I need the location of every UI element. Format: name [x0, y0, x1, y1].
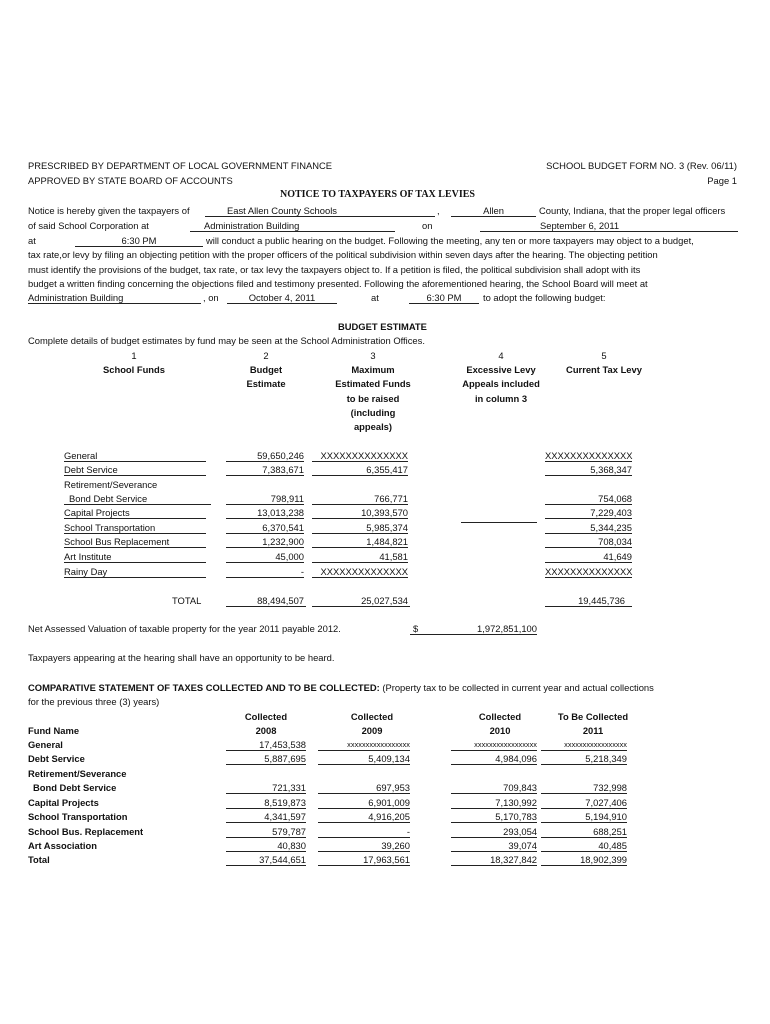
current-tax-levy-value: XXXXXXXXXXXXXX [545, 566, 633, 577]
budget-fund-name: Art Institute [64, 551, 206, 563]
comp-fund-name: General [28, 739, 63, 750]
comp-fund-name: Bond Debt Service [33, 782, 117, 793]
comp-value-2010: xxxxxxxxxxxxxxxxx [451, 739, 537, 751]
comp-value-2010: 293,054 [451, 826, 537, 838]
comp-value-2009: 17,963,561 [318, 854, 410, 866]
budget-estimate-value: 6,370,541 [226, 522, 304, 534]
form-number: SCHOOL BUDGET FORM NO. 3 (Rev. 06/11) [546, 160, 737, 171]
at-text: at [28, 235, 36, 246]
hearing-date-field [480, 220, 738, 232]
col-head-excess-2: Appeals included [462, 378, 540, 389]
comp-fund-name: School Transportation [28, 811, 128, 822]
col-head-excess-3: in column 3 [474, 393, 528, 404]
comp-value-2011: xxxxxxxxxxxxxxxxx [541, 739, 627, 751]
notice-line2-text: of said School Corporation at [28, 220, 149, 231]
max-estimated-funds-value: XXXXXXXXXXXXXX [312, 450, 408, 462]
comp-value-2008: 8,519,873 [226, 797, 306, 809]
assessed-valuation-value: 1,972,851,100 [410, 623, 537, 635]
school-unit-field [205, 205, 435, 217]
comp-value-2011: 7,027,406 [541, 797, 627, 809]
comp-value-2011: 732,998 [541, 782, 627, 794]
col-head-max-1: Maximum [351, 364, 395, 375]
comp-fund-name: Total [28, 854, 50, 865]
budget-fund-name: School Bus Replacement [64, 536, 206, 548]
budget-fund-name: Bond Debt Service [64, 493, 211, 505]
budget-estimate-value: 13,013,238 [226, 507, 304, 519]
total-levy-underline [545, 606, 632, 607]
comp-value-2011: 5,194,910 [541, 811, 627, 823]
comp-value-2011: 688,251 [541, 826, 627, 838]
current-tax-levy-value: XXXXXXXXXXXXXX [545, 450, 633, 461]
total-label: TOTAL [172, 595, 202, 606]
comp-value-2011: 18,902,399 [541, 854, 627, 866]
current-tax-levy-value: 5,344,235 [545, 522, 632, 534]
hearing-time: 6:30 PM [121, 235, 157, 246]
budget-estimate-value: 1,232,900 [226, 536, 304, 548]
comp-fund-name: School Bus. Replacement [28, 826, 144, 837]
max-estimated-funds-value: 6,355,417 [312, 464, 408, 476]
current-tax-levy-value: 754,068 [545, 493, 632, 505]
current-tax-levy-value: 5,368,347 [545, 464, 632, 476]
col-head-current-levy: Current Tax Levy [566, 364, 642, 375]
budget-estimate-value: 45,000 [226, 551, 304, 563]
comp-value-2009: 6,901,009 [318, 797, 410, 809]
total-budget: 88,494,507 [257, 595, 304, 606]
county-field [451, 205, 536, 217]
comp-value-2008: 37,544,651 [226, 854, 306, 866]
comp-value-2008: 721,331 [226, 782, 306, 794]
comp-value-2011: 5,218,349 [541, 753, 627, 765]
hearing-time-field [75, 235, 203, 247]
hearing-note: Taxpayers appearing at the hearing shall have an opportunity to be heard. [28, 652, 335, 663]
notice-line5-text: must identify the provisions of the budget, tax rate, or tax levy the taxpayers object to. If a petition is filed, the political subdivision shall adopt with its [28, 264, 641, 275]
on2-text: , on [203, 292, 219, 303]
budget-estimate-value: 7,383,671 [226, 464, 304, 476]
on-text: on [422, 220, 433, 231]
comparative-heading-line [28, 682, 654, 693]
col-num-5: 5 [601, 350, 607, 361]
comp-value-2009: 697,953 [318, 782, 410, 794]
budget-fund-name: School Transportation [64, 522, 206, 534]
comp-value-2011: 40,485 [541, 840, 627, 852]
notice-title: NOTICE TO TAXPAYERS OF TAX LEVIES [280, 189, 475, 200]
comp-value-2010: 7,130,992 [451, 797, 537, 809]
comp-value-2009: 5,409,134 [318, 753, 410, 765]
comp-value-2010: 709,843 [451, 782, 537, 794]
comparative-heading: COMPARATIVE STATEMENT OF TAXES COLLECTED AND TO BE COLLECTED: [28, 682, 380, 693]
comparative-heading-line2: for the previous three (3) years) [28, 696, 160, 707]
comp-value-2009: - [318, 826, 410, 838]
comp-col-head-2009-a: Collected [350, 711, 394, 722]
prescribed-by-text: PRESCRIBED BY DEPARTMENT OF LOCAL GOVERNMENT FINANCE [28, 160, 333, 171]
meeting-date-field [227, 292, 337, 304]
col-head-max-3: to be raised [346, 393, 400, 404]
max-estimated-funds-value: 41,581 [312, 551, 408, 563]
budget-estimate-value: 798,911 [226, 493, 304, 505]
budget-estimate-value: - [226, 566, 304, 578]
col-num-4: 4 [498, 350, 504, 361]
comp-value-2008: 5,887,695 [226, 753, 306, 765]
current-tax-levy-value: 7,229,403 [545, 507, 632, 519]
comp-value-2010: 18,327,842 [451, 854, 537, 866]
comp-col-head-2009-b: 2009 [361, 725, 383, 736]
col-head-school-funds: School Funds [103, 364, 165, 375]
budget-fund-name: Retirement/Severance [64, 479, 158, 490]
at2-text: at [371, 292, 379, 303]
notice-line1-text: Notice is hereby given the taxpayers of [28, 205, 190, 216]
county-name: Allen [483, 205, 504, 216]
col-head-budget: Budget [249, 364, 283, 375]
school-unit-name: East Allen County Schools [227, 205, 337, 216]
comp-col-head-2010-a: Collected [478, 711, 522, 722]
meeting-place: Administration Building [28, 292, 124, 303]
current-tax-levy-value: 41,649 [545, 551, 632, 563]
budget-intro: Complete details of budget estimates by fund may be seen at the School Administration Offices. [28, 335, 425, 346]
notice-line6-text: budget a written finding concerning the objections filed and testimony presented. Following the aforementioned hearing, the School Board will meet at [28, 278, 648, 289]
meeting-place-field [28, 292, 201, 304]
total-max-underline [312, 606, 410, 607]
col-num-1: 1 [131, 350, 137, 361]
comp-value-2010: 4,984,096 [451, 753, 537, 765]
col-head-max-4: (including [350, 407, 396, 418]
comp-value-2008: 579,787 [226, 826, 306, 838]
notice-line1-rest: County, Indiana, that the proper legal officers [539, 205, 726, 216]
current-tax-levy-value: 708,034 [545, 536, 632, 548]
comp-fund-name: Retirement/Severance [28, 768, 127, 779]
meeting-time: 6:30 PM [426, 292, 462, 303]
col-num-3: 3 [370, 350, 376, 361]
fund-name-label: Fund Name [28, 725, 80, 736]
total-max: 25,027,534 [361, 595, 408, 606]
comp-fund-name: Capital Projects [28, 797, 99, 808]
max-estimated-funds-value: XXXXXXXXXXXXXX [312, 566, 408, 578]
comp-col-head-2011-a: To Be Collected [557, 711, 629, 722]
notice-line7-text: to adopt the following budget: [483, 292, 606, 303]
comp-value-2008: 17,453,538 [226, 739, 306, 751]
comp-value-2008: 4,341,597 [226, 811, 306, 823]
budget-fund-name: General [64, 450, 206, 462]
comp-value-2009: 4,916,205 [318, 811, 410, 823]
comp-value-2009: 39,260 [318, 840, 410, 852]
currency-symbol: $ [413, 623, 419, 634]
hearing-place-field [190, 220, 395, 232]
comp-col-head-2010-b: 2010 [489, 725, 511, 736]
comp-fund-name: Debt Service [28, 753, 85, 764]
comp-col-head-2008-b: 2008 [255, 725, 277, 736]
comma: , [437, 205, 440, 216]
hearing-date: September 6, 2011 [540, 220, 620, 231]
page-number: Page 1 [707, 175, 737, 186]
max-estimated-funds-value: 766,771 [312, 493, 408, 505]
total-levy: 19,445,736 [578, 595, 625, 606]
meeting-time-field [409, 292, 479, 304]
notice-line3-text: will conduct a public hearing on the budget. Following the meeting, any ten or more taxpayers may object to a budget, [206, 235, 694, 246]
budget-fund-name: Debt Service [64, 464, 206, 476]
budget-fund-name: Capital Projects [64, 507, 206, 519]
hearing-place: Administration Building [204, 220, 300, 231]
budget-estimate-heading: BUDGET ESTIMATE [338, 321, 427, 332]
meeting-date: October 4, 2011 [248, 292, 316, 303]
comp-value-2010: 39,074 [451, 840, 537, 852]
col-head-max-5: appeals) [353, 421, 393, 432]
col-num-2: 2 [263, 350, 269, 361]
comp-fund-name: Art Association [28, 840, 97, 851]
col-head-max-2: Estimated Funds [335, 378, 411, 389]
comp-value-2009: xxxxxxxxxxxxxxxxx [318, 739, 410, 751]
budget-fund-name: Rainy Day [64, 566, 206, 578]
comp-value-2008: 40,830 [226, 840, 306, 852]
approved-by-text: APPROVED BY STATE BOARD OF ACCOUNTS [28, 175, 233, 186]
budget-estimate-value: 59,650,246 [226, 450, 304, 462]
comp-col-head-2008-a: Collected [244, 711, 288, 722]
comp-value-2010: 5,170,783 [451, 811, 537, 823]
comp-col-head-2011-b: 2011 [582, 725, 604, 736]
total-budget-underline [226, 606, 306, 607]
max-estimated-funds-value: 1,484,821 [312, 536, 408, 548]
max-estimated-funds-value: 5,985,374 [312, 522, 408, 534]
comparative-heading-rest: (Property tax to be collected in current year and actual collections [382, 682, 654, 693]
notice-line4-text: tax rate,or levy by filing an objecting petition with the proper officers of the political subdivision within seven days after the hearing. The objecting petition [28, 249, 658, 260]
max-estimated-funds-value: 10,393,570 [312, 507, 408, 519]
col-head-estimate: Estimate [246, 378, 286, 389]
excessive-levy-value [461, 522, 537, 523]
col-head-excess-1: Excessive Levy [466, 364, 536, 375]
assessed-valuation-label: Net Assessed Valuation of taxable property for the year 2011 payable 2012. [28, 623, 341, 634]
